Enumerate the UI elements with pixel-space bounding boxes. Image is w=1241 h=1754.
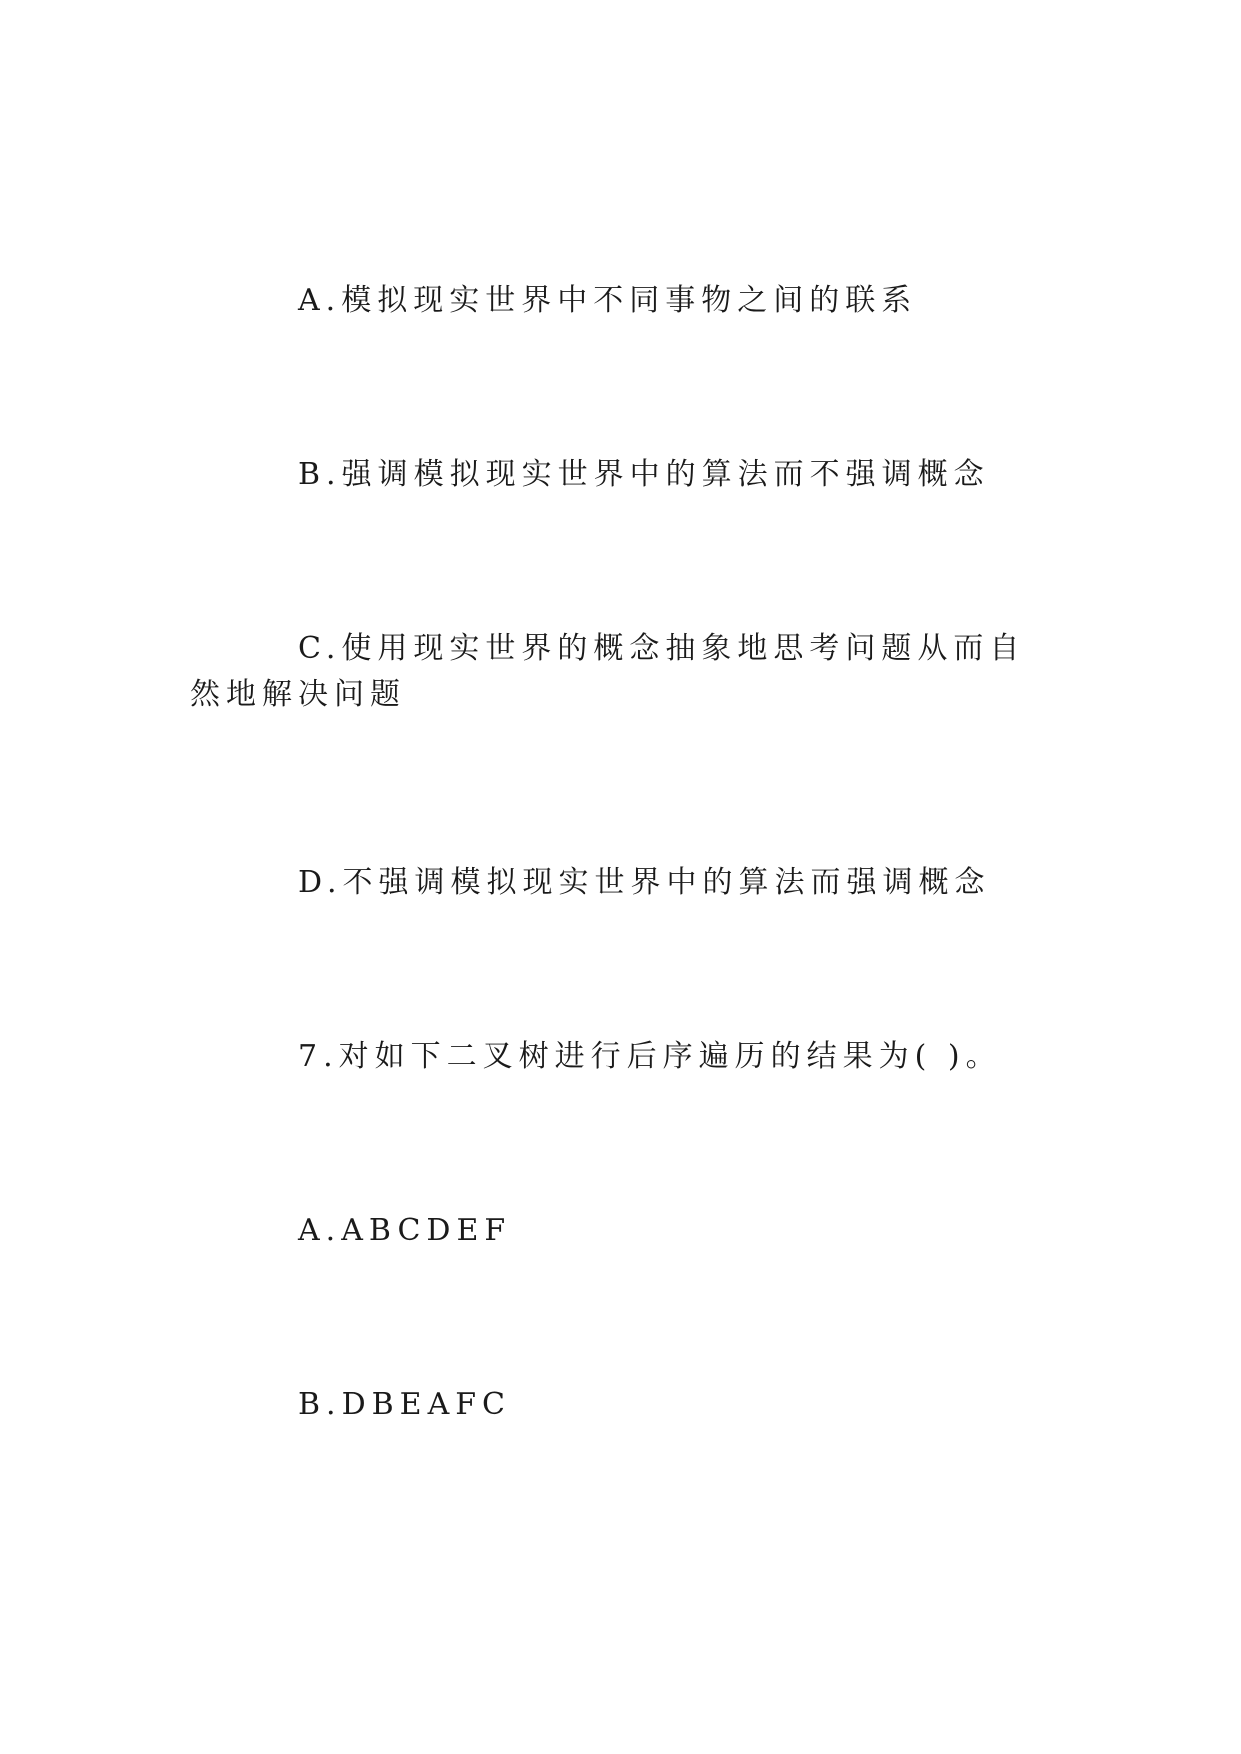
option-d-oop: D.不强调模拟现实世界中的算法而强调概念 xyxy=(298,865,991,900)
option-a-oop: A.模拟现实世界中不同事物之间的联系 xyxy=(298,283,918,318)
question-7: 7.对如下二叉树进行后序遍历的结果为( )。 xyxy=(298,1039,1002,1074)
option-b-q7: B.DBEAFC xyxy=(298,1387,512,1422)
option-b-oop: B.强调模拟现实世界中的算法而不强调概念 xyxy=(298,457,990,492)
option-a-q7: A.ABCDEF xyxy=(298,1213,512,1248)
option-c-oop: C.使用现实世界的概念抽象地思考问题从而自然地解决问题 xyxy=(190,631,1026,712)
